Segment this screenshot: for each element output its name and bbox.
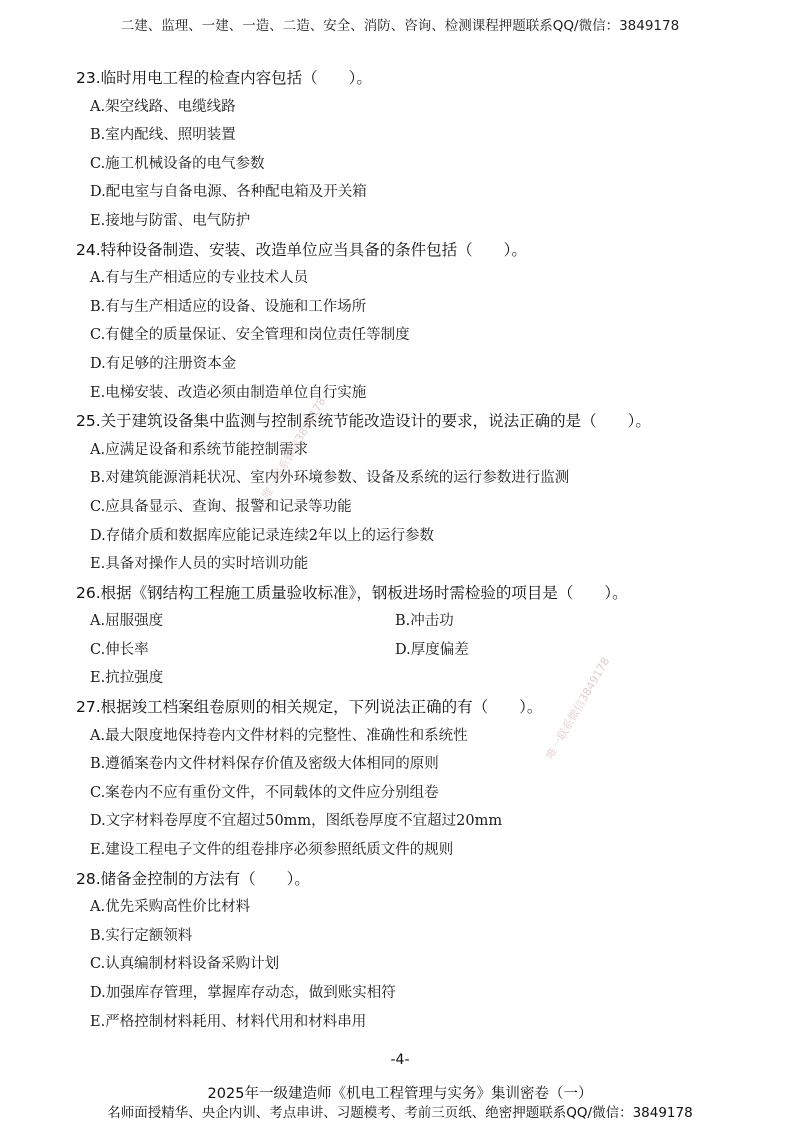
question-24 [76, 236, 766, 408]
question-25 [76, 407, 766, 579]
option-a: A.最大限度地保持卷内文件材料的完整性、准确性和系统性 [90, 727, 468, 744]
question-23 [76, 64, 766, 236]
option-e: E.具备对操作人员的实时培训功能 [90, 556, 309, 573]
option-b: B.遵循案卷内文件材料保存价值及密级大体相同的原则 [90, 756, 439, 773]
question-27 [76, 693, 766, 865]
option-c: C.施工机械设备的电气参数 [90, 155, 265, 172]
question-stem: 28.储备金控制的方法有（ ）。 [76, 869, 310, 888]
question-26 [76, 579, 766, 693]
option-c: C.伸长率 [90, 641, 149, 658]
question-28 [76, 865, 766, 1037]
option-a: A.优先采购高性价比材料 [90, 899, 251, 916]
option-d: D.存储介质和数据库应能记录连续2年以上的运行参数 [90, 527, 434, 544]
option-d: D.加强库存管理，掌握库存动态，做到账实相符 [90, 985, 396, 1001]
option-e: E.建设工程电子文件的组卷排序必须参照纸质文件的规则 [90, 842, 454, 859]
option-a: A.架空线路、电缆线路 [90, 98, 236, 115]
option-d: D.配电室与自备电源、各种配电箱及开关箱 [90, 184, 367, 201]
option-d: D.厚度偏差 [395, 641, 469, 658]
question-list [76, 64, 766, 1036]
question-stem: 25.关于建筑设备集中监测与控制系统节能改造设计的要求，说法正确的是（ ）。 [76, 412, 651, 431]
footer-contact: 名师面授精华、央企内训、考点串讲、习题模考、考前三页纸、绝密押题联系QQ/微信：3849178 [107, 1105, 693, 1121]
option-d: D.有足够的注册资本金 [90, 355, 237, 372]
option-a: A.应满足设备和系统节能控制需求 [90, 441, 309, 458]
option-d: D.文字材料卷厚度不宜超过50mm，图纸卷厚度不宜超过20mm [90, 813, 503, 830]
option-b: B.冲击功 [395, 613, 454, 630]
option-e: E.电梯安装、改造必须由制造单位自行实施 [90, 384, 367, 401]
option-b: B.室内配线、照明装置 [90, 127, 236, 144]
option-b: B.实行定额领料 [90, 927, 193, 944]
option-c: C.认真编制材料设备采购计划 [90, 956, 280, 973]
watermark-stamp: 唯一联系微信3849178 [543, 655, 613, 762]
option-c: C.应具备显示、查询、报警和记录等功能 [90, 498, 352, 515]
question-stem: 23.临时用电工程的检查内容包括（ ）。 [76, 69, 372, 87]
option-c: C.有健全的质量保证、安全管理和岗位责任等制度 [90, 327, 410, 344]
option-e: E.接地与防雷、电气防护 [90, 212, 251, 229]
option-grid [76, 607, 766, 693]
question-stem: 26.根据《钢结构工程施工质量验收标准》，钢板进场时需检验的项目是（ ）。 [76, 583, 628, 602]
option-e: E.严格控制材料耗用、材料代用和材料串用 [90, 1013, 367, 1030]
option-a: A.屈服强度 [90, 613, 164, 630]
page-number: -4- [390, 1052, 410, 1068]
option-e: E.抗拉强度 [90, 670, 164, 687]
page-header: 二建、监理、一建、一造、二造、安全、消防、咨询、检测课程押题联系QQ/微信：3849178 [120, 18, 680, 34]
option-b: B.对建筑能源消耗状况、室内外环境参数、设备及系统的运行参数进行监测 [90, 470, 570, 487]
question-stem: 27.根据竣工档案组卷原则的相关规定，下列说法正确的有（ ）。 [76, 698, 543, 717]
question-stem: 24.特种设备制造、安装、改造单位应当具备的条件包括（ ）。 [76, 240, 527, 259]
watermark-stamp: 唯一联系微信3849178 [259, 395, 329, 502]
option-c: C.案卷内不应有重份文件，不同载体的文件应分别组卷 [90, 784, 439, 801]
book-title: 2025年一级建造师《机电工程管理与实务》集训密卷（一） [207, 1086, 593, 1102]
option-b: B.有与生产相适应的设备、设施和工作场所 [90, 298, 367, 315]
option-a: A.有与生产相适应的专业技术人员 [90, 270, 309, 287]
